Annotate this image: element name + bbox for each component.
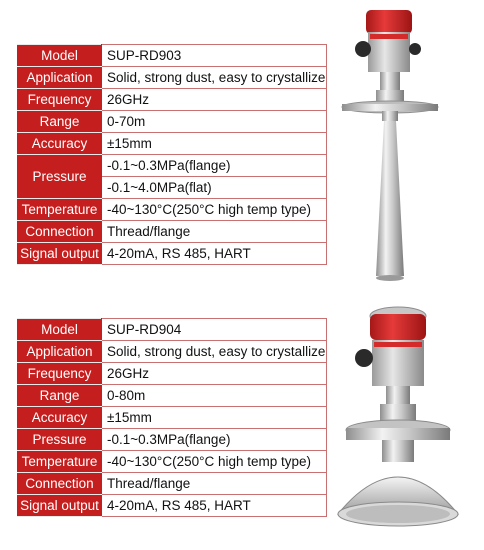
spec-label: Frequency: [18, 363, 102, 385]
cable-gland-icon: [355, 41, 371, 57]
spec-row-frequency: [18, 89, 327, 111]
spec-value: SUP-RD903: [102, 45, 327, 67]
spec-row-temperature: [18, 199, 327, 221]
spec-value: 4-20mA, RS 485, HART: [102, 243, 327, 265]
spec-label: Application: [18, 67, 102, 89]
spec-value: Thread/flange: [102, 221, 327, 243]
spec-value: -40~130°C(250°C high temp type): [102, 199, 327, 221]
spec-value: ±15mm: [102, 133, 327, 155]
spec-label: Accuracy: [18, 407, 102, 429]
spec-value: -0.1~0.3MPa(flange): [102, 155, 327, 177]
housing-lid-red: [366, 10, 412, 34]
spec-label: Accuracy: [18, 133, 102, 155]
spec-value: Solid, strong dust, easy to crystallize: [102, 67, 327, 89]
spec-row-pressure: [18, 155, 327, 177]
spec-row-application: [18, 341, 327, 363]
horn-antenna-icon: [376, 121, 404, 276]
spec-label: Connection: [18, 221, 102, 243]
horn-radar-product-image: [330, 4, 475, 294]
spec-label: Range: [18, 111, 102, 133]
spec-label: Temperature: [18, 451, 102, 473]
spec-row-signal-output: [18, 495, 327, 517]
spec-label: Pressure: [18, 429, 102, 451]
spec-value: -0.1~0.3MPa(flange): [102, 429, 327, 451]
spec-label: Model: [18, 319, 102, 341]
spec-label: Signal output: [18, 243, 102, 265]
spec-value: Solid, strong dust, easy to crystallize: [102, 341, 327, 363]
spec-value: 0-80m: [102, 385, 327, 407]
spec-value: Thread/flange: [102, 473, 327, 495]
spec-row-temperature: [18, 451, 327, 473]
parabolic-radar-product-image: [330, 300, 484, 545]
spec-row-range: [18, 111, 327, 133]
spec-row-model: [18, 319, 327, 341]
spec-label: Range: [18, 385, 102, 407]
spec-row-connection: [18, 473, 327, 495]
spec-row-accuracy: [18, 133, 327, 155]
spec-row-connection: [18, 221, 327, 243]
spec-label: Signal output: [18, 495, 102, 517]
spec-label: Model: [18, 45, 102, 67]
spec-label: Temperature: [18, 199, 102, 221]
spec-table-rd903: [17, 44, 327, 265]
spec-row-model: [18, 45, 327, 67]
spec-row-accuracy: [18, 407, 327, 429]
cable-gland-icon: [355, 349, 373, 367]
spec-value: -40~130°C(250°C high temp type): [102, 451, 327, 473]
spec-label: Pressure: [18, 155, 102, 199]
spec-value: SUP-RD904: [102, 319, 327, 341]
spec-row-signal-output: [18, 243, 327, 265]
spec-row-application: [18, 67, 327, 89]
spec-label: Frequency: [18, 89, 102, 111]
spec-value: ±15mm: [102, 407, 327, 429]
spec-label: Application: [18, 341, 102, 363]
spec-row-range: [18, 385, 327, 407]
spec-label: Connection: [18, 473, 102, 495]
spec-row-frequency: [18, 363, 327, 385]
spec-row-pressure: [18, 429, 327, 451]
spec-table-rd904: [17, 318, 327, 517]
spec-value: 26GHz: [102, 89, 327, 111]
spec-value: 0-70m: [102, 111, 327, 133]
spec-value: -0.1~4.0MPa(flat): [102, 177, 327, 199]
spec-value: 4-20mA, RS 485, HART: [102, 495, 327, 517]
spec-value: 26GHz: [102, 363, 327, 385]
